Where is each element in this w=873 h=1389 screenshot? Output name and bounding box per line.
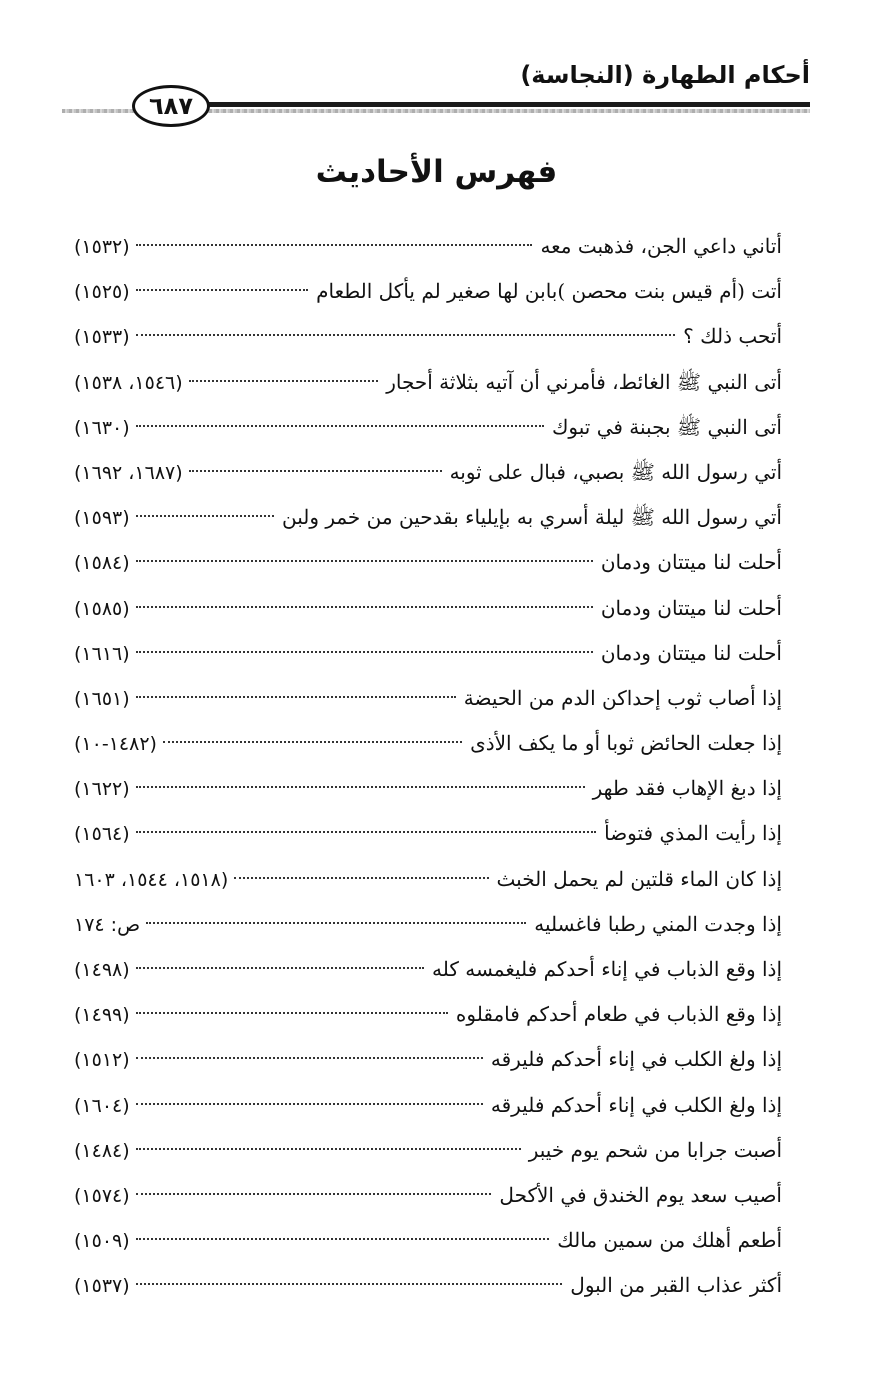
index-entry [74, 450, 782, 495]
entry-text: أحلت لنا ميتتان ودمان [600, 550, 782, 575]
index-entry [74, 1128, 782, 1173]
index-entry [74, 631, 782, 676]
entry-ref: ص: ١٧٤ [74, 913, 141, 936]
entry-ref: (١٥٣٣) [74, 326, 130, 349]
entry-text: إذا وقع الذباب في إناء أحدكم فليغمسه كله [432, 957, 782, 981]
dot-leader [234, 877, 488, 879]
index-entry [74, 405, 782, 450]
entry-text: إذا كان الماء قلتين لم يحمل الخبث [496, 866, 782, 891]
index-entry [74, 857, 782, 902]
dot-leader [136, 1148, 521, 1150]
entry-ref: (١٦٥١) [74, 687, 130, 710]
dot-leader [136, 967, 424, 969]
index-entry [74, 269, 782, 314]
entry-text: أصيب سعد يوم الخندق في الأكحل [499, 1182, 782, 1207]
entry-text: أحلت لنا ميتتان ودمان [600, 640, 782, 665]
entry-text: إذا وقع الذباب في طعام أحدكم فامقلوه [455, 1002, 782, 1027]
index-entry [74, 224, 782, 269]
entry-ref: (١٥٨٤) [74, 552, 130, 575]
entry-text: أحلت لنا ميتتان ودمان [600, 595, 782, 620]
dot-leader [136, 651, 593, 653]
dot-leader [136, 1238, 550, 1240]
page-header [62, 58, 810, 128]
running-title: أحكام الطهارة (النجاسة) [520, 61, 810, 89]
entry-text: إذا دبغ الإهاب فقد طهر [592, 776, 782, 801]
entry-ref: (١٥٨٥) [74, 597, 130, 620]
entry-ref: (١٥٤٦، ١٥٣٨) [74, 371, 183, 394]
dot-leader [136, 786, 585, 788]
index-entry [74, 1263, 782, 1308]
entry-text: أتي رسول الله ﷺ بصبي، فبال على ثوبه [449, 459, 782, 484]
dot-leader [136, 560, 593, 562]
entry-ref: (١٥١٢) [74, 1049, 130, 1072]
index-entry [74, 811, 782, 856]
entry-ref: (١٤٨٢-١٠) [74, 733, 157, 756]
dot-leader [136, 244, 533, 246]
entry-text: إذا جعلت الحائض ثوبا أو ما يكف الأذى [470, 731, 782, 756]
entry-ref: (١٥٢٥) [74, 281, 130, 304]
index-entry [74, 495, 782, 540]
index-entry [74, 676, 782, 721]
index-entry [74, 721, 782, 766]
dot-leader [136, 1193, 492, 1195]
entry-ref: (١٦٠٤) [74, 1094, 130, 1117]
page-title: فهرس الأحاديث [315, 154, 558, 190]
entry-ref: (١٥٣٢) [74, 236, 130, 258]
dot-leader [136, 606, 593, 608]
dot-leader [163, 741, 462, 743]
entry-ref: (١٥٧٤) [74, 1184, 130, 1207]
entry-ref: (١٦٢٢) [74, 778, 130, 801]
index-entry [74, 314, 782, 359]
entry-text: إذا رأيت المذي فتوضأ [604, 821, 782, 846]
index-entry [74, 902, 782, 947]
entry-text: أتاني داعي الجن، فذهبت معه [540, 234, 782, 258]
page-number: ٦٨٧ [132, 85, 210, 127]
dot-leader [146, 922, 526, 924]
index-entry [74, 1173, 782, 1218]
entry-ref: (١٥٦٤) [74, 823, 130, 846]
dot-leader [136, 334, 675, 336]
entry-ref: (١٤٩٨) [74, 959, 130, 981]
dot-leader [136, 831, 596, 833]
index-entry [74, 1037, 782, 1082]
entry-text: إذا وجدت المني رطبا فاغسليه [534, 911, 782, 936]
entry-ref: (١٦٨٧، ١٦٩٢) [74, 461, 183, 484]
entry-text: أتي رسول الله ﷺ ليلة أسري به بإيلياء بقدحين من خمر ولبن [281, 505, 782, 530]
index-entry [74, 360, 782, 405]
dot-leader [136, 1012, 448, 1014]
entry-ref: (١٦٣٠) [74, 416, 130, 439]
entry-text: أتحب ذلك ؟ [683, 324, 782, 349]
dot-leader [136, 1057, 483, 1059]
index-entry [74, 992, 782, 1037]
dot-leader [136, 425, 544, 427]
dot-leader [189, 380, 379, 382]
entry-text: أتى النبي ﷺ بجبنة في تبوك [551, 414, 782, 439]
entry-text: أطعم أهلك من سمين مالك [557, 1228, 782, 1253]
entry-text: إذا ولغ الكلب في إناء أحدكم فليرقه [490, 1092, 782, 1117]
index-entry [74, 766, 782, 811]
index-entry [74, 540, 782, 585]
index-entry [74, 1218, 782, 1263]
entry-text: أكثر عذاب القبر من البول [570, 1273, 782, 1298]
entry-ref: (١٥٣٧) [74, 1275, 130, 1298]
entry-ref: (١٥٩٣) [74, 507, 130, 530]
dot-leader [136, 515, 274, 517]
entry-ref: (١٥١٨، ١٥٤٤، ١٦٠٣ [74, 868, 229, 891]
dot-leader [189, 470, 442, 472]
index-entry [74, 586, 782, 631]
entry-text: أتت (أم قيس بنت محصن )بابن لها صغير لم يأكل الطعام [316, 279, 782, 304]
dot-leader [136, 1103, 483, 1105]
index-entry [74, 1083, 782, 1128]
entry-text: إذا ولغ الكلب في إناء أحدكم فليرقه [490, 1047, 782, 1072]
header-rule [204, 102, 810, 107]
entry-text: أصبت جرابا من شحم يوم خيبر [528, 1137, 782, 1162]
index-entry [74, 947, 782, 992]
entry-ref: (١٤٨٤) [74, 1139, 130, 1162]
hadith-index-list [74, 224, 782, 1309]
dot-leader [136, 1283, 563, 1285]
entry-text: أتى النبي ﷺ الغائط، فأمرني أن آتيه بثلاثة أحجار [386, 369, 782, 394]
entry-text: إذا أصاب ثوب إحداكن الدم من الحيضة [463, 685, 782, 710]
entry-ref: (١٦١٦) [74, 642, 130, 665]
entry-ref: (١٤٩٩) [74, 1004, 130, 1027]
entry-ref: (١٥٠٩) [74, 1230, 130, 1253]
dot-leader [136, 289, 308, 291]
dot-leader [136, 696, 456, 698]
